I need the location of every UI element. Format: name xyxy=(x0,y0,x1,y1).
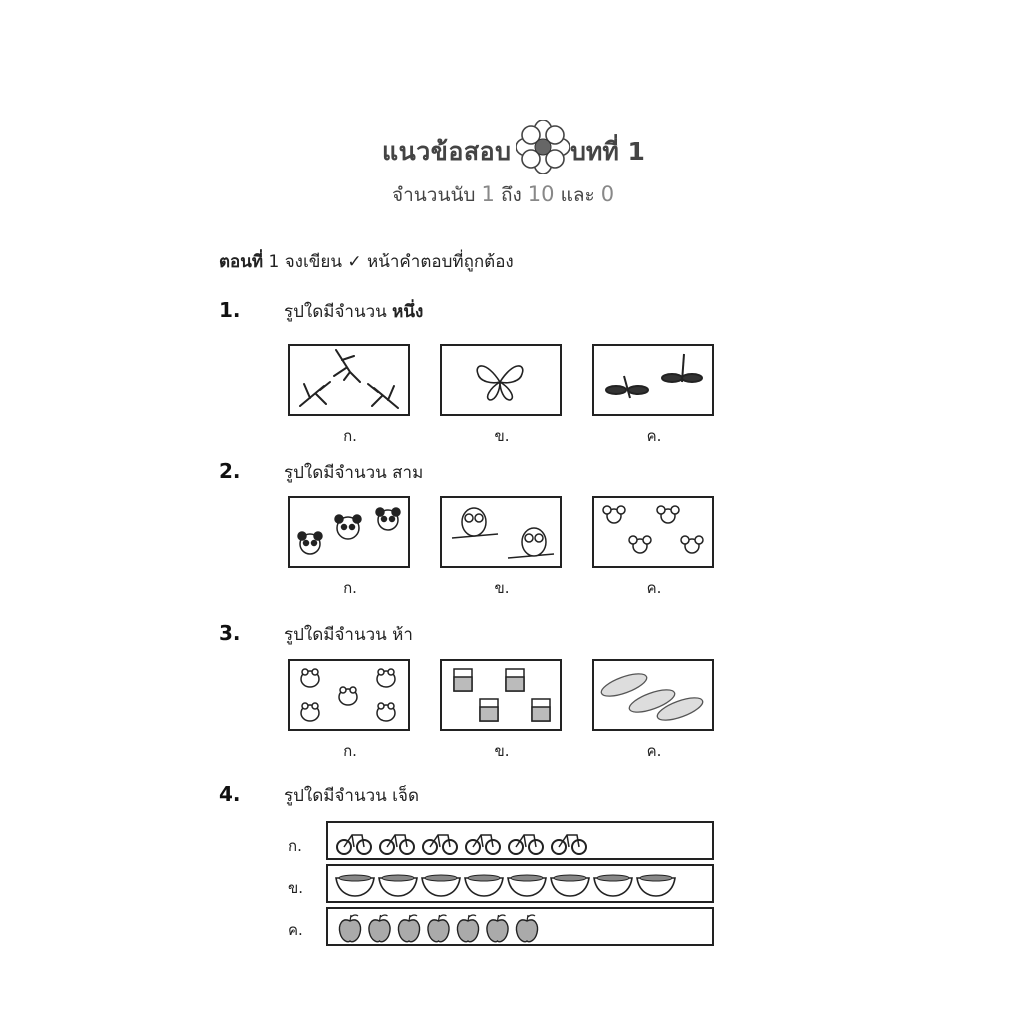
q3-choice-c-label: ค. xyxy=(646,742,662,760)
corn-icon xyxy=(594,661,712,729)
bowl-icon xyxy=(465,875,503,896)
butterfly-icon xyxy=(442,346,560,414)
question-3-number: 3. xyxy=(219,621,241,645)
bowl-icon xyxy=(594,875,632,896)
panda-icon xyxy=(290,498,408,566)
apple-icon xyxy=(428,915,449,942)
bowl-icon xyxy=(379,875,417,896)
q1-choice-c-box[interactable] xyxy=(592,344,714,416)
apple-icon xyxy=(339,915,360,942)
q4-choice-b-label: ข. xyxy=(288,879,304,897)
question-1-text: รูปใดมีจำนวน หนึ่ง xyxy=(284,302,424,322)
question-2-text: รูปใดมีจำนวน สาม xyxy=(284,463,424,483)
instruction: ตอนที่ 1 จงเขียน ✓ หน้าคำตอบที่ถูกต้อง xyxy=(219,252,514,272)
q4-choice-c-label: ค. xyxy=(288,921,303,939)
q4-choice-a-label: ก. xyxy=(288,837,302,855)
bicycle-row xyxy=(328,823,712,858)
q1-choice-b-label: ข. xyxy=(494,427,510,445)
apple-icon xyxy=(487,915,508,942)
flower-icon xyxy=(516,120,570,174)
q3-choice-b-label: ข. xyxy=(494,742,510,760)
question-3-text: รูปใดมีจำนวน ห้า xyxy=(284,625,413,645)
bicycle-icon xyxy=(509,835,543,854)
bowl-icon xyxy=(637,875,675,896)
q1-choice-a-label: ก. xyxy=(343,427,357,445)
apple-row xyxy=(328,909,712,944)
apple-icon xyxy=(516,915,537,942)
q4-choice-b-box[interactable] xyxy=(326,864,714,903)
question-1-number: 1. xyxy=(219,298,241,322)
q1-choice-b-box[interactable] xyxy=(440,344,562,416)
apple-icon xyxy=(457,915,478,942)
question-2-number: 2. xyxy=(219,459,241,483)
q2-choice-a-label: ก. xyxy=(343,579,357,597)
page-title-left: แนวข้อสอบ xyxy=(382,137,512,166)
q4-choice-a-box[interactable] xyxy=(326,821,714,860)
q1-choice-a-box[interactable] xyxy=(288,344,410,416)
page-title-right: บทที่ 1 xyxy=(570,137,645,166)
glass-icon xyxy=(442,661,560,729)
mantis-icon xyxy=(290,346,408,414)
question-4-text: รูปใดมีจำนวน เจ็ด xyxy=(284,786,419,806)
q1-choice-c-label: ค. xyxy=(646,427,662,445)
bicycle-icon xyxy=(466,835,500,854)
apple-icon xyxy=(369,915,390,942)
q3-choice-b-box[interactable] xyxy=(440,659,562,731)
bicycle-icon xyxy=(423,835,457,854)
dragonfly-icon xyxy=(594,346,712,414)
q2-choice-b-label: ข. xyxy=(494,579,510,597)
q2-choice-c-label: ค. xyxy=(646,579,662,597)
bowl-icon xyxy=(336,875,374,896)
q3-choice-a-label: ก. xyxy=(343,742,357,760)
bicycle-icon xyxy=(380,835,414,854)
q2-choice-a-box[interactable] xyxy=(288,496,410,568)
apple-icon xyxy=(398,915,419,942)
q2-choice-b-box[interactable] xyxy=(440,496,562,568)
frog-icon xyxy=(290,661,408,729)
bowl-icon xyxy=(422,875,460,896)
q4-choice-c-box[interactable] xyxy=(326,907,714,946)
q2-choice-c-box[interactable] xyxy=(592,496,714,568)
bowl-row xyxy=(328,866,712,901)
q3-choice-c-box[interactable] xyxy=(592,659,714,731)
owl-icon xyxy=(442,498,560,566)
bicycle-icon xyxy=(337,835,371,854)
bicycle-icon xyxy=(552,835,586,854)
q3-choice-a-box[interactable] xyxy=(288,659,410,731)
question-4-number: 4. xyxy=(219,782,241,806)
bowl-icon xyxy=(508,875,546,896)
page-subtitle: จำนวนนับ 1 ถึง 10 และ 0 xyxy=(392,182,615,206)
mouse-icon xyxy=(594,498,712,566)
bowl-icon xyxy=(551,875,589,896)
